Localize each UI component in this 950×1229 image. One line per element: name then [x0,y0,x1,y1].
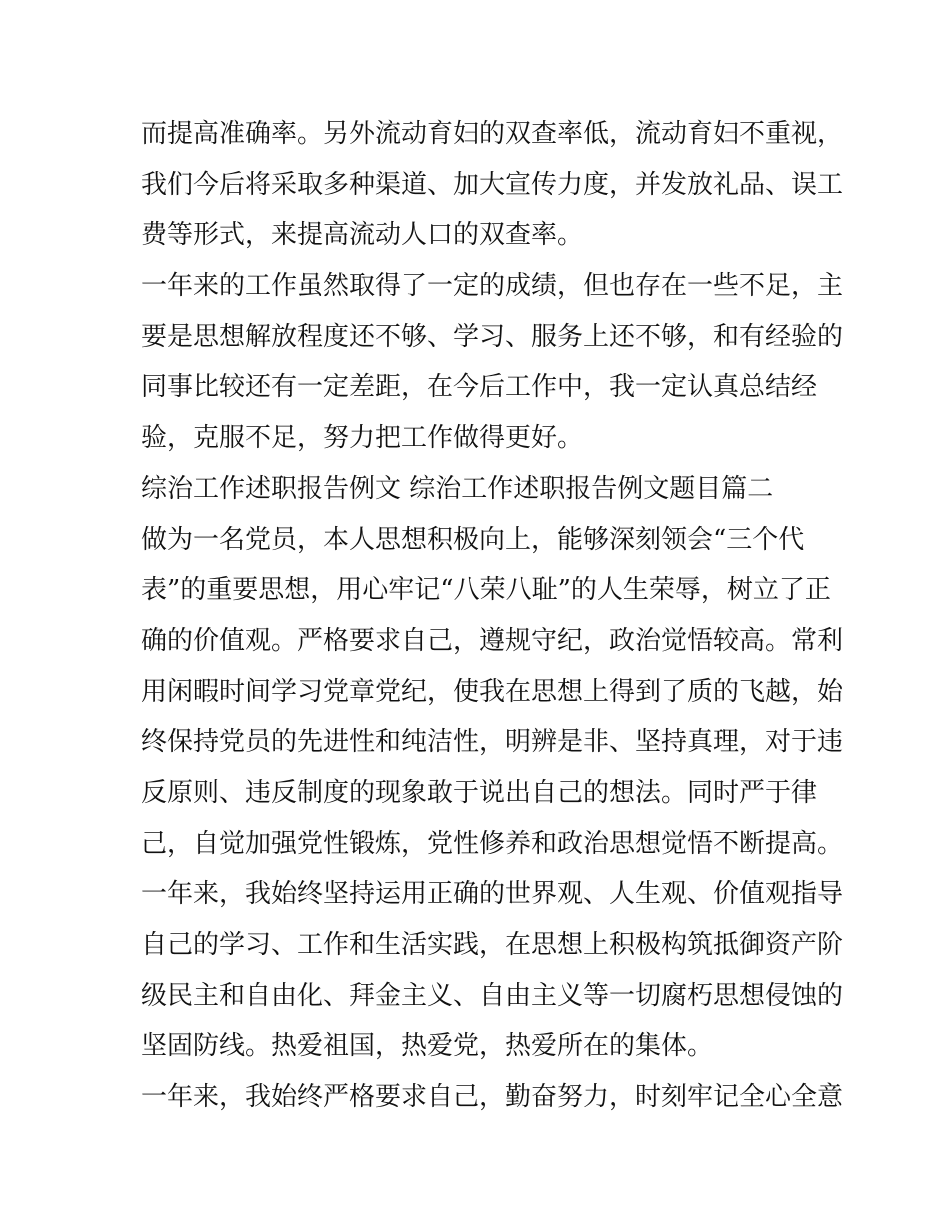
text-line-10: 表”的重要思想，用心牢记“八荣八耻”的人生荣辱，树立了正 [141,575,831,606]
text-line-4: 一年来的工作虽然取得了一定的成绩，但也存在一些不足，主 [141,271,844,302]
text-line-20: 一年来，我始终严格要求自己，勤奋努力，时刻牢记全心全意 [141,1082,844,1113]
text-line-16: 一年来，我始终坚持运用正确的世界观、人生观、价值观指导 [141,879,844,910]
text-line-7: 验，克服不足，努力把工作做得更好。 [141,423,584,454]
text-line-14: 反原则、违反制度的现象敢于说出自己的想法。同时严于律 [141,777,818,808]
text-line-5: 要是思想解放程度还不够、学习、服务上还不够，和有经验的 [141,321,844,352]
text-line-1: 而提高准确率。另外流动育妇的双查率低，流动育妇不重视， [141,119,844,149]
text-line-3: 费等形式，来提高流动人口的双查率。 [141,220,584,251]
text-line-13: 终保持党员的先进性和纯洁性，明辨是非、坚持真理，对于违 [141,727,844,758]
document-body [141,109,844,1123]
text-line-6: 同事比较还有一定差距，在今后工作中，我一定认真总结经 [141,372,818,403]
section-heading: 综治工作述职报告例文 综治工作述职报告例文题目篇二 [141,473,774,504]
text-line-15: 己，自觉加强党性锻炼，党性修养和政治思想觉悟不断提高。 [141,828,844,859]
text-line-2: 我们今后将采取多种渠道、加大宣传力度，并发放礼品、误工 [141,169,844,200]
text-line-18: 级民主和自由化、拜金主义、自由主义等一切腐朽思想侵蚀的 [141,980,844,1011]
text-line-19: 坚固防线。热爱祖国，热爱党，热爱所在的集体。 [141,1031,714,1062]
text-line-12: 用闲暇时间学习党章党纪，使我在思想上得到了质的飞越，始 [141,676,844,707]
text-line-17: 自己的学习、工作和生活实践，在思想上积极构筑抵御资产阶 [141,930,844,960]
text-line-11: 确的价值观。严格要求自己，遵规守纪，政治觉悟较高。常利 [141,625,844,656]
text-line-9: 做为一名党员，本人思想积极向上，能够深刻领会“三个代 [141,524,805,555]
